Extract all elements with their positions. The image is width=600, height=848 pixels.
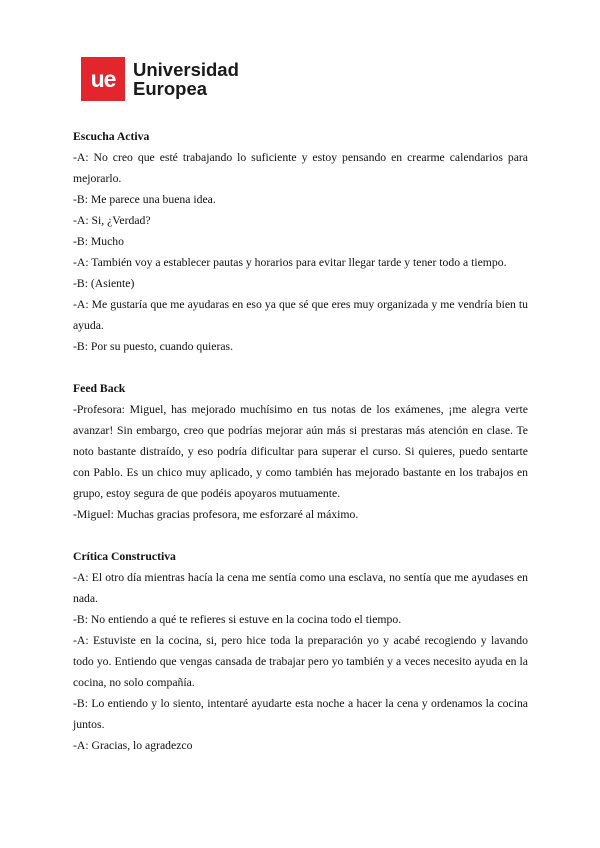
dialogue-line: -A: No creo que esté trabajando lo suficiente y estoy pensando en crearme calendarios para mejorarlo. — [73, 151, 528, 185]
logo-line-1: Universidad — [133, 59, 239, 80]
section-title-critica-constructiva: Crítica Constructiva — [73, 550, 176, 563]
dialogue-line: -B: Por su puesto, cuando quieras. — [73, 340, 234, 353]
dialogue-line: -B: No entiendo a qué te refieres si estuve en la cocina todo el tiempo. — [73, 613, 402, 626]
dialogue-line: -B: Lo entiendo y lo siento, intentaré ayudarte esta noche a hacer la cena y ordenamos la cocina juntos. — [73, 697, 528, 731]
dialogue-line: -Profesora: Miguel, has mejorado muchísimo en tus notas de los exámenes, ¡me alegra verte avanzar! Sin embargo, creo que podrías mejorar aún más si prestaras más atención en clase. Te noto bastante distraído, y eso podría dificultar para superar el curso. Si quieres, puedo sentarte con Pablo. Es un chico muy aplicado, y como también has mejorado bastante en los trabajos en grupo, estoy segura de que podéis apoyaros mutuamente. — [73, 403, 528, 500]
section-title-escucha-activa: Escucha Activa — [73, 130, 150, 143]
section-title-feed-back: Feed Back — [73, 382, 126, 395]
document-body — [73, 126, 528, 756]
section-spacer — [73, 357, 528, 378]
dialogue-line: -A: Si, ¿Verdad? — [73, 214, 151, 227]
dialogue-line: -B: (Asiente) — [73, 277, 135, 290]
dialogue-line: -B: Mucho — [73, 235, 124, 248]
logo-mark: ue — [81, 57, 125, 101]
dialogue-line: -A: También voy a establecer pautas y horarios para evitar llegar tarde y tener todo a tiempo. — [73, 256, 507, 269]
dialogue-line: -B: Me parece una buena idea. — [73, 193, 216, 206]
dialogue-line: -Miguel: Muchas gracias profesora, me esforzaré al máximo. — [73, 508, 359, 521]
dialogue-line: -A: Me gustaría que me ayudaras en eso ya que sé que eres muy organizada y me vendría bien tu ayuda. — [73, 298, 528, 332]
section-spacer — [73, 525, 528, 546]
dialogue-line: -A: Estuviste en la cocina, si, pero hice toda la preparación yo y acabé recogiendo y lavando todo yo. Entiendo que vengas cansada de trabajar pero yo también y a veces necesito ayuda en la cocina, no solo compañía. — [73, 634, 528, 689]
university-logo — [81, 57, 239, 101]
logo-line-2: Europea — [133, 78, 208, 99]
dialogue-line: -A: El otro día mientras hacía la cena me sentía como una esclava, no sentía que me ayudases en nada. — [73, 571, 528, 605]
dialogue-line: -A: Gracias, lo agradezco — [73, 739, 193, 752]
logo-wordmark — [133, 60, 239, 98]
